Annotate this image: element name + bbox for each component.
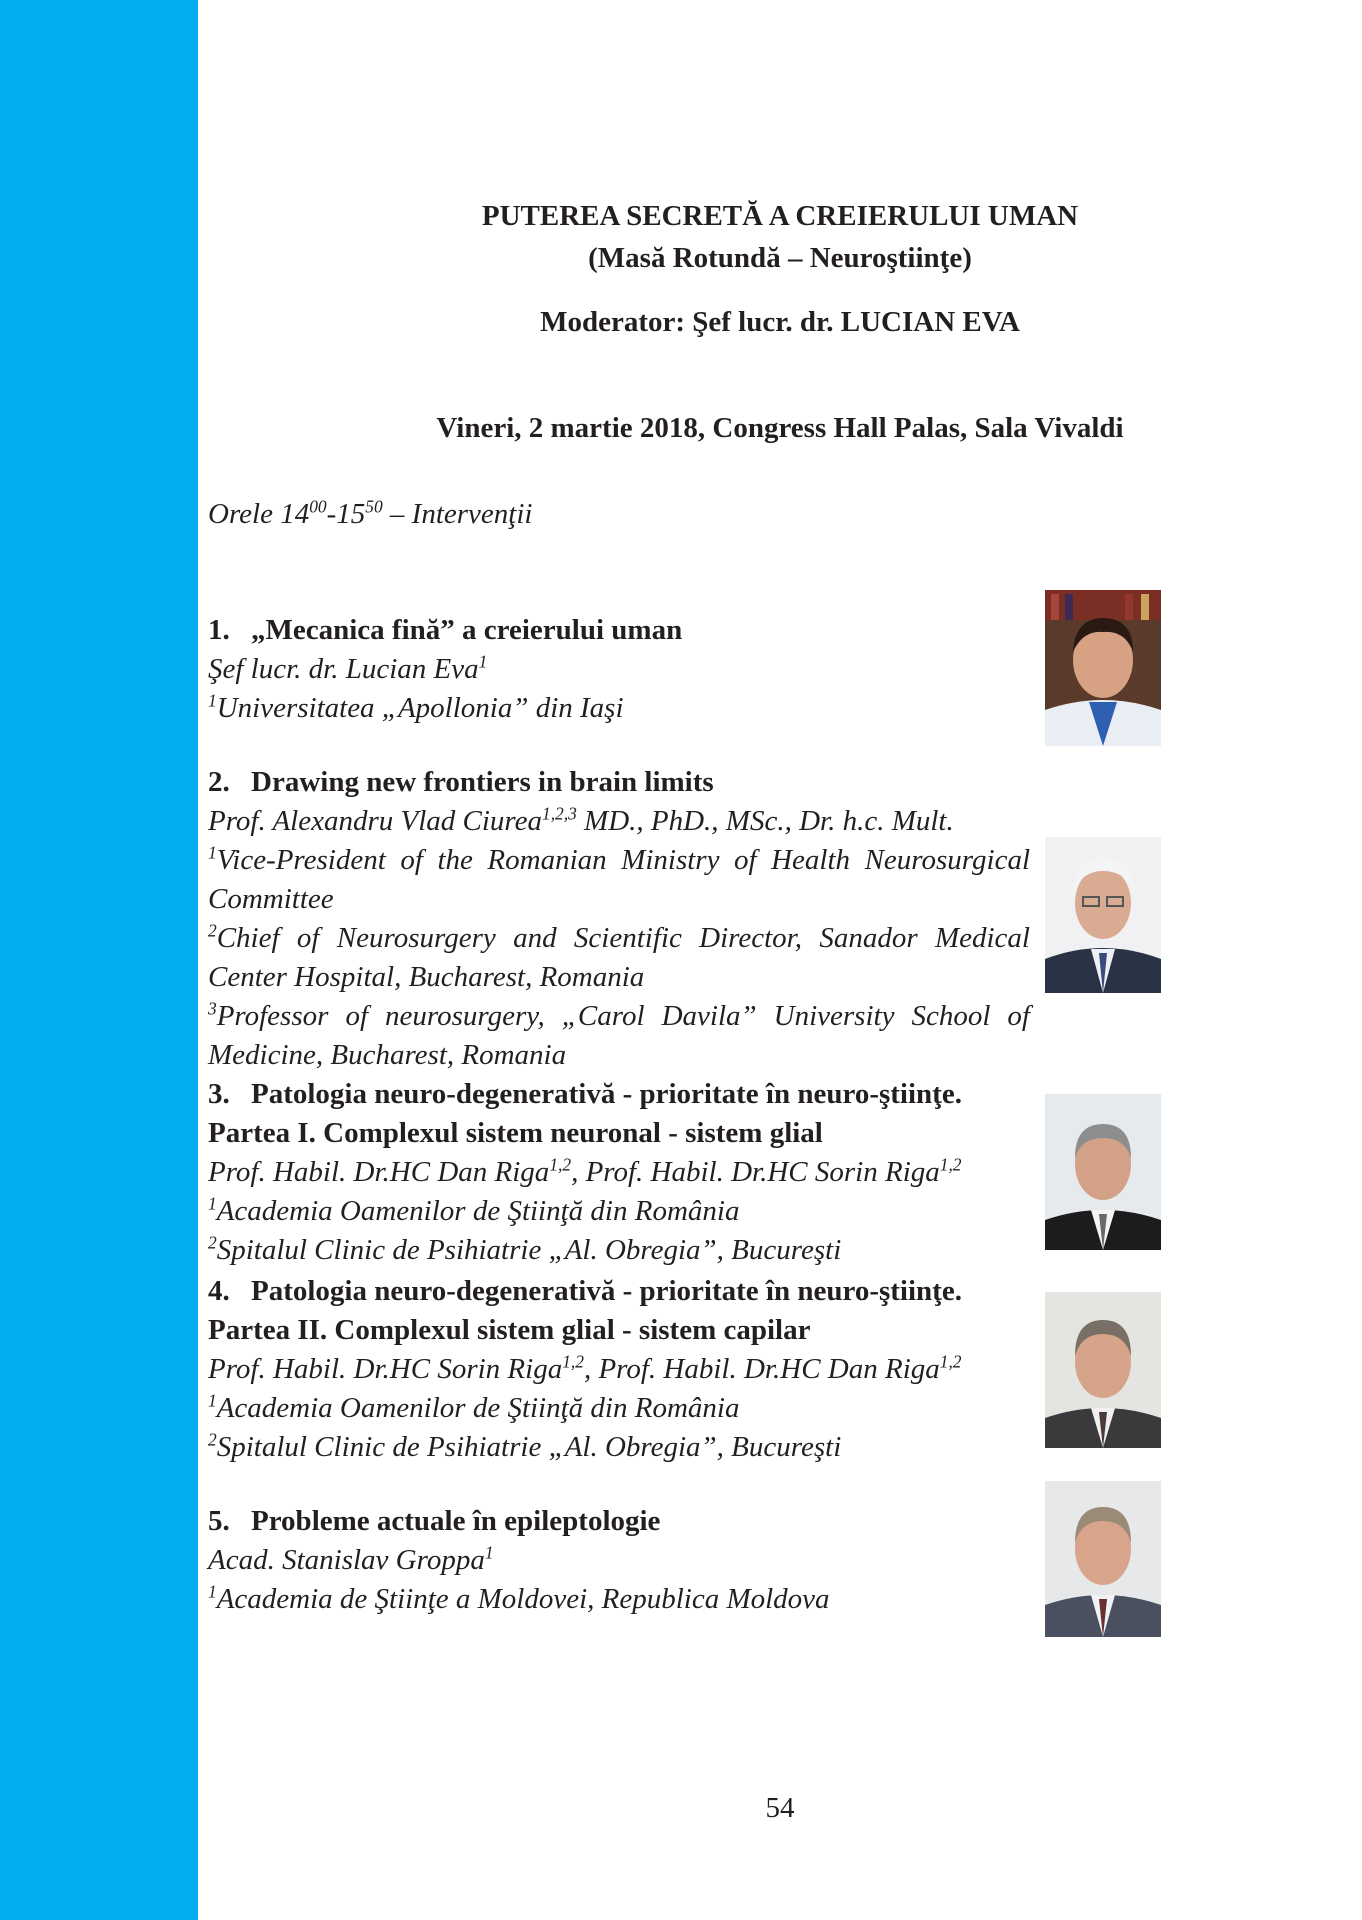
talk-title: 2. Drawing new frontiers in brain limits (208, 766, 714, 798)
moderator-line: Moderator: Şef lucr. dr. LUCIAN EVA (540, 306, 1020, 338)
talk-affiliation: $^2$Spitalul Clinic de Psihiatrie „Al. Obregia”, Bucureşti (208, 1232, 842, 1266)
talk-affiliation: $^1$Academia de Ştiinţe a Moldovei, Republica Moldova (208, 1581, 830, 1615)
talk-item (208, 611, 1040, 728)
talk-title-line2: Partea I. Complexul sistem neuronal - sistem glial (208, 1117, 823, 1149)
talk-item (208, 1502, 1040, 1619)
page-subtitle: (Masă Rotundă – Neuroştiinţe) (588, 242, 972, 274)
session-hours: Orele $14^{00}-15^{50}$ – Intervenţii (208, 496, 533, 530)
talk-title: 5. Probleme actuale în epileptologie (208, 1505, 661, 1537)
date-venue-line: Vineri, 2 martie 2018, Congress Hall Palas, Sala Vivaldi (436, 412, 1124, 444)
page-number: 54 (765, 1792, 795, 1824)
page-title: PUTEREA SECRETĂ A CREIERULUI UMAN (481, 200, 1079, 232)
talk-affiliation: $^2$Spitalul Clinic de Psihiatrie „Al. Obregia”, Bucureşti (208, 1429, 842, 1463)
speaker-photo (1045, 1481, 1161, 1637)
talk-affiliation: $^3$Professor of neurosurgery, „Carol Davila” University School of Medicine, Bucharest, Romania (208, 998, 1030, 1071)
talk-item (208, 1272, 1040, 1467)
speaker-photo (1045, 590, 1161, 746)
speaker-photo (1045, 837, 1161, 993)
talk-author: Şef lucr. dr. Lucian Eva$^1$ (208, 651, 488, 685)
talk-title: 3. Patologia neuro-degenerativă - prioritate în neuro-ştiinţe. (208, 1078, 962, 1110)
talk-author: Acad. Stanislav Groppa$^1$ (208, 1542, 494, 1576)
talk-title: 1. „Mecanica fină” a creierului uman (208, 614, 683, 646)
talk-author: Prof. Habil. Dr.HC Dan Riga$^{1,2}$, Prof. Habil. Dr.HC Sorin Riga$^{1,2}$ (208, 1154, 962, 1188)
talk-author: Prof. Habil. Dr.HC Sorin Riga$^{1,2}$, Prof. Habil. Dr.HC Dan Riga$^{1,2}$ (208, 1351, 962, 1385)
talk-title-line2: Partea II. Complexul sistem glial - sistem capilar (208, 1314, 811, 1346)
talk-title: 4. Patologia neuro-degenerativă - prioritate în neuro-ştiinţe. (208, 1275, 962, 1307)
talk-item (208, 1075, 1040, 1270)
talk-affiliation: $^1$Universitatea „Apollonia” din Iaşi (208, 690, 624, 724)
talk-item (208, 763, 1040, 1075)
talk-affiliation: $^1$Vice-President of the Romanian Ministry of Health Neurosurgical Committee (208, 842, 1030, 915)
talk-affiliation: $^1$Academia Oamenilor de Ştiinţă din România (208, 1390, 740, 1424)
talk-author: Prof. Alexandru Vlad Ciurea$^{1,2,3}$ MD., PhD., MSc., Dr. h.c. Mult. (208, 803, 954, 837)
talk-affiliation: $^2$Chief of Neurosurgery and Scientific Director, Sanador Medical Center Hospital, Bucharest, Romania (208, 920, 1030, 993)
talk-affiliation: $^1$Academia Oamenilor de Ştiinţă din România (208, 1193, 740, 1227)
blue-margin-band (0, 0, 198, 1920)
speaker-photo (1045, 1292, 1161, 1448)
speaker-photo (1045, 1094, 1161, 1250)
